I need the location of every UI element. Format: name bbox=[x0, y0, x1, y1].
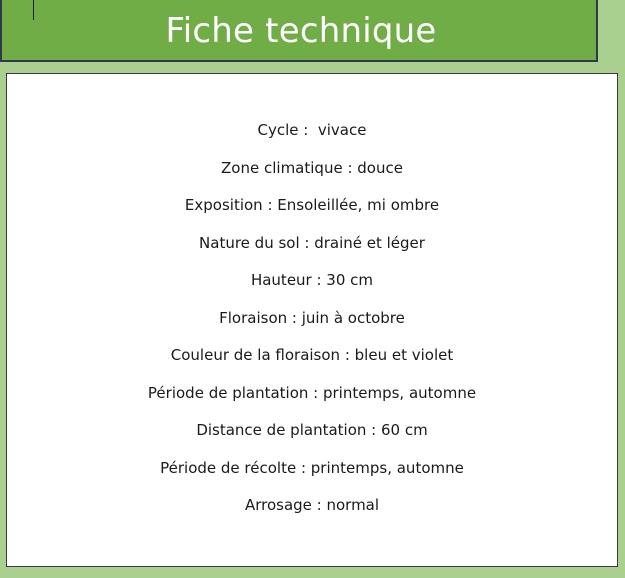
specification-panel bbox=[6, 73, 618, 567]
spec-watering: Arrosage : normal bbox=[244, 496, 380, 514]
spec-harvest-period: Période de récolte : printemps, automne bbox=[160, 458, 464, 477]
spec-planting-distance: Distance de plantation : 60 cm bbox=[196, 421, 428, 439]
spec-height: Hauteur : 30 cm bbox=[250, 271, 374, 289]
spec-exposure: Exposition : Ensoleillée, mi ombre bbox=[184, 196, 440, 214]
spec-planting-period: Période de plantation : printemps, automne bbox=[147, 383, 477, 402]
spec-flower-color: Couleur de la floraison : bleu et violet bbox=[170, 346, 454, 364]
spec-cycle: Cycle : vivace bbox=[257, 121, 367, 139]
spec-climate-zone: Zone climatique : douce bbox=[221, 158, 403, 177]
page-title: Fiche technique bbox=[165, 11, 437, 51]
spec-soil-type: Nature du sol : drainé et léger bbox=[199, 233, 425, 252]
spec-flowering: Floraison : juin à octobre bbox=[219, 308, 405, 327]
spec-list bbox=[7, 117, 617, 530]
header-banner bbox=[0, 0, 598, 62]
